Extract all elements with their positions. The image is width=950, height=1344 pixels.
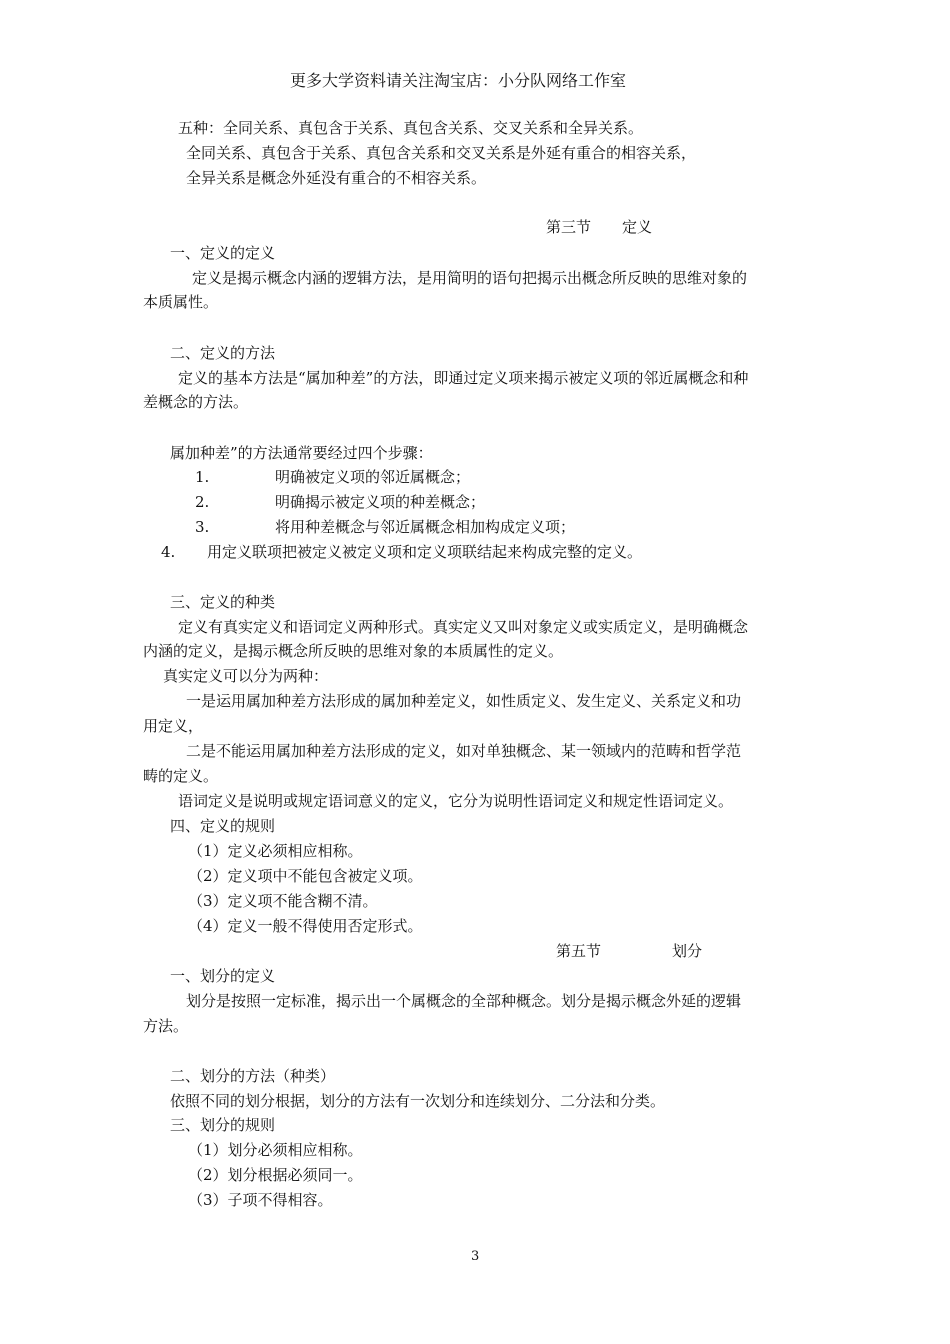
section5-title-number: 第五节: [556, 942, 602, 960]
section5-heading-2: 二、划分的方法（种类）: [170, 1067, 336, 1085]
section3-method-line2: 差概念的方法。: [143, 393, 249, 411]
definition-rule: （3）定义项不能含糊不清。: [188, 892, 378, 910]
section3-heading-1: 一、定义的定义: [170, 244, 276, 262]
section5-heading-3: 三、划分的规则: [170, 1116, 276, 1134]
definition-rule: （4）定义一般不得使用否定形式。: [188, 917, 423, 935]
section3-first-kind-line2: 用定义，: [143, 717, 204, 735]
intro-incompatible: 全异关系是概念外延没有重合的不相容关系。: [186, 169, 487, 187]
section3-heading-3: 三、定义的种类: [170, 593, 276, 611]
section3-verbal-definition: 语词定义是说明或规定语词意义的定义，它分为说明性语词定义和规定性语词定义。: [178, 792, 734, 810]
intro-compatible: 全同关系、真包含于关系、真包含关系和交叉关系是外延有重合的相容关系，: [186, 144, 697, 162]
division-rule: （2）划分根据必须同一。: [188, 1166, 363, 1184]
section5-method: 依照不同的划分根据，划分的方法有一次划分和连续划分、二分法和分类。: [170, 1092, 666, 1110]
step-text: 明确被定义项的邻近属概念；: [275, 468, 471, 486]
section5-heading-1: 一、划分的定义: [170, 967, 276, 985]
section3-title-number: 第三节: [546, 218, 592, 236]
section3-def-paragraph-line1: 定义是揭示概念内涵的逻辑方法，是用简明的语句把揭示出概念所反映的思维对象的: [192, 269, 748, 287]
section3-def-paragraph-line2: 本质属性。: [143, 293, 219, 311]
section3-title-name: 定义: [622, 218, 653, 236]
step-number: 3.: [195, 518, 210, 536]
section3-real-two: 真实定义可以分为两种：: [163, 667, 329, 685]
section3-second-kind-line2: 畴的定义。: [143, 767, 219, 785]
step-number: 4.: [161, 543, 176, 561]
step-text: 将用种差概念与邻近属概念相加构成定义项；: [275, 518, 576, 536]
section3-kinds-line1: 定义有真实定义和语词定义两种形式。真实定义又叫对象定义或实质定义，是明确概念: [178, 618, 749, 636]
division-rule: （1）划分必须相应相称。: [188, 1141, 363, 1159]
section3-first-kind-line1: 一是运用属加种差方法形成的属加种差定义，如性质定义、发生定义、关系定义和功: [186, 692, 742, 710]
page-header: 更多大学资料请关注淘宝店：小分队网络工作室: [290, 71, 627, 90]
section5-def-line1: 划分是按照一定标准，揭示出一个属概念的全部种概念。划分是揭示概念外延的逻辑: [186, 992, 742, 1010]
division-rule: （3）子项不得相容。: [188, 1191, 333, 1209]
section5-def-line2: 方法。: [143, 1017, 189, 1035]
section3-heading-4: 四、定义的规则: [170, 817, 276, 835]
definition-rule: （2）定义项中不能包含被定义项。: [188, 867, 423, 885]
section3-second-kind-line1: 二是不能运用属加种差方法形成的定义，如对单独概念、某一领域内的范畴和哲学范: [186, 742, 742, 760]
section3-heading-2: 二、定义的方法: [170, 344, 276, 362]
page-number: 3: [471, 1249, 480, 1264]
section3-kinds-line2: 内涵的定义，是揭示概念所反映的思维对象的本质属性的定义。: [143, 642, 564, 660]
step-number: 1.: [195, 468, 210, 486]
section5-title-name: 划分: [672, 942, 703, 960]
step-text: 用定义联项把被定义被定义项和定义项联结起来构成完整的定义。: [207, 543, 643, 561]
step-number: 2.: [195, 493, 210, 511]
step-text: 明确揭示被定义项的种差概念；: [275, 493, 486, 511]
definition-rule: （1）定义必须相应相称。: [188, 842, 363, 860]
section3-method-line1: 定义的基本方法是“属加种差”的方法，即通过定义项来揭示被定义项的邻近属概念和种: [178, 369, 749, 387]
intro-five-kinds: 五种：全同关系、真包含于关系、真包含关系、交叉关系和全异关系。: [178, 119, 644, 137]
section3-steps-intro: 属加种差”的方法通常要经过四个步骤：: [170, 444, 433, 462]
